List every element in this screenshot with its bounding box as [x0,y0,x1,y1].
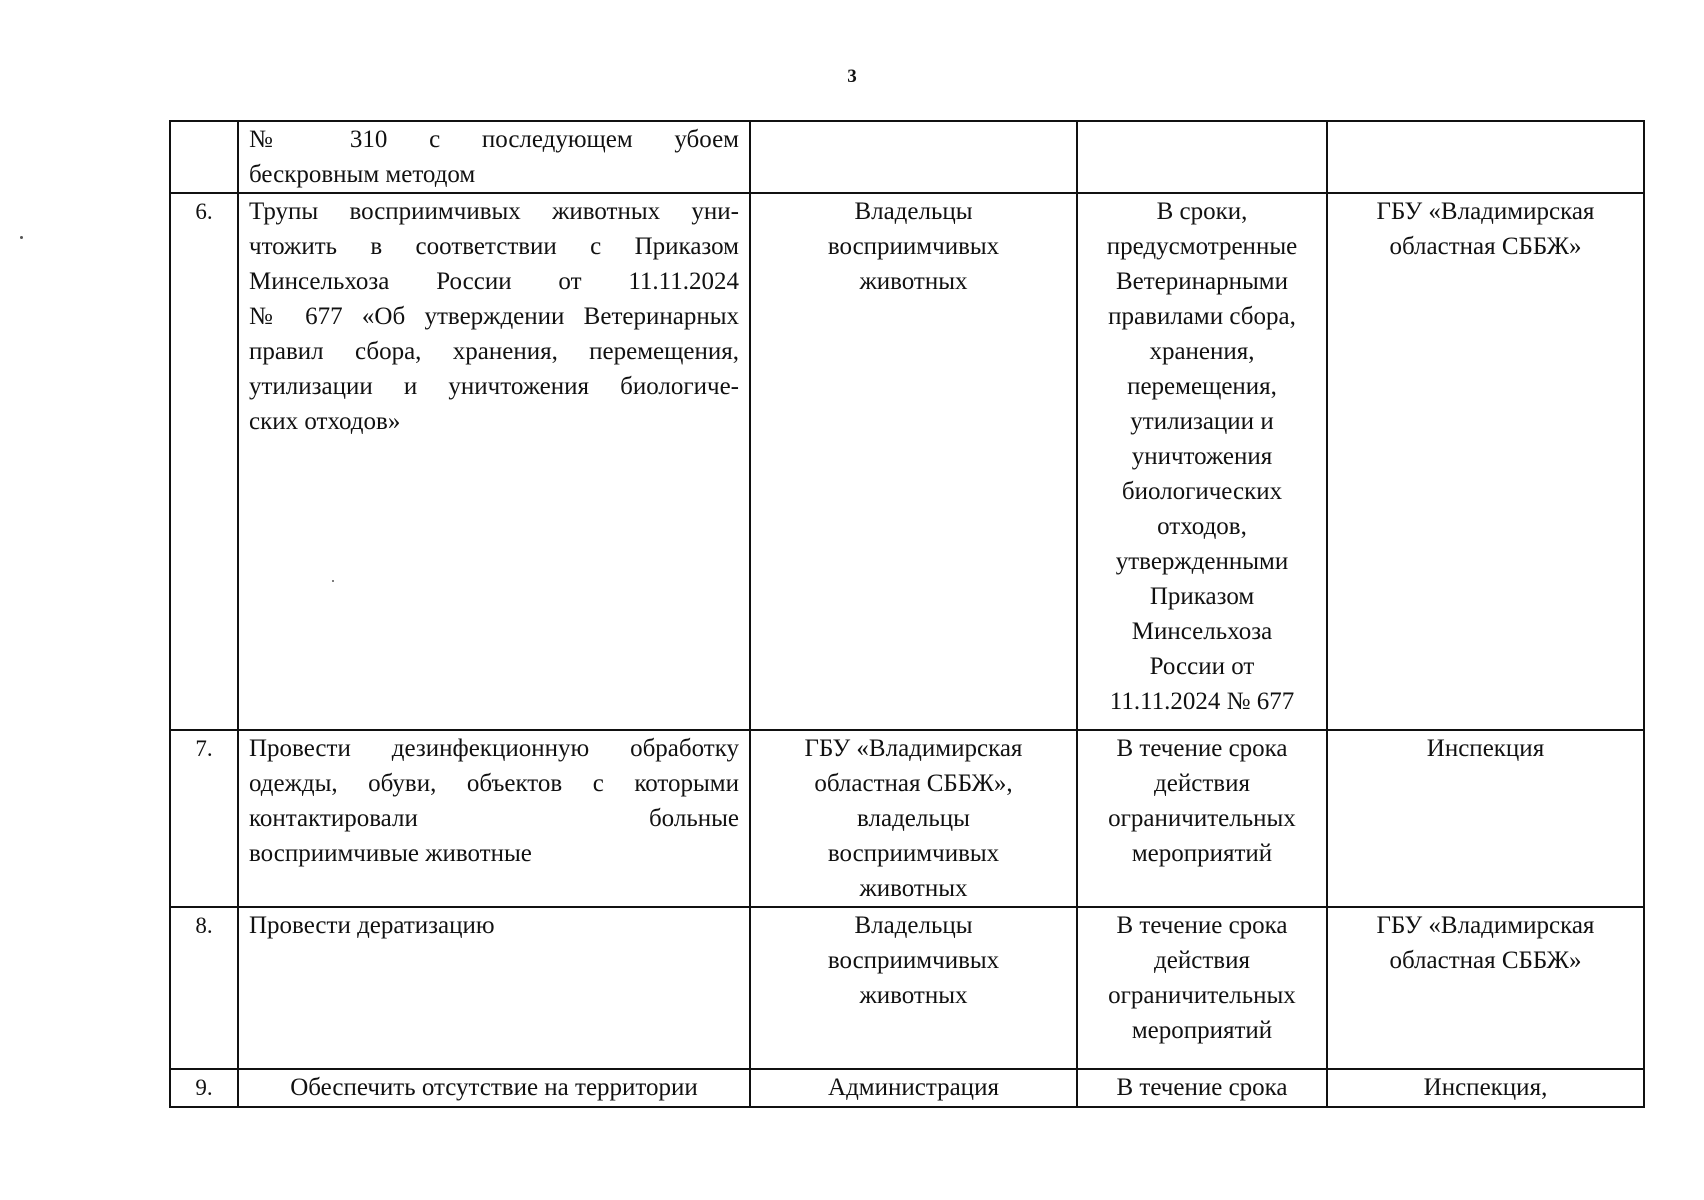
text-line: правилами сбора, [1108,303,1296,330]
text-line: мероприятий [1131,1017,1273,1044]
table-row [170,1069,1644,1107]
controller-cell [1327,121,1644,193]
text-line: Обеспечить отсутствие на территории [290,1074,698,1101]
scan-speck [332,580,334,582]
text-line: восприимчивые животные [249,840,532,867]
executor-cell [750,730,1077,907]
text-line: ГБУ «Владимирская [1376,198,1595,225]
text-line: Инспекция, [1423,1074,1548,1101]
measure-cell [238,1069,750,1107]
text-line: утилизации и уничтожения биологиче- [249,373,739,400]
text-line: хранения, [1149,338,1255,365]
text-line: ГБУ «Владимирская [804,735,1023,762]
deadline-cell [1077,1069,1327,1107]
text-line: № 310 с последующем убоем [249,126,739,153]
measure-cell [238,907,750,1069]
text-line: Ветеринарными [1115,268,1289,295]
text-line: уничтожения [1131,443,1273,470]
table-row [170,907,1644,1069]
row-number-cell: 9. [170,1069,238,1107]
table-row [170,193,1644,730]
text-line: отходов, [1157,513,1247,540]
row-number-cell: 7. [170,730,238,907]
text-line: предусмотренные [1106,233,1298,260]
text-line: В сроки, [1156,198,1248,225]
text-line: мероприятий [1131,840,1273,867]
text-line: владельцы [857,805,970,832]
text-line: Провести дезинфекционную обработку [249,735,739,762]
text-line: животных [859,982,968,1009]
measures-table [169,120,1645,1108]
text-line: действия [1154,947,1250,974]
text-line: восприимчивых [827,947,1000,974]
deadline-cell [1077,193,1327,730]
deadline-cell [1077,907,1327,1069]
text-line: восприимчивых [827,233,1000,260]
text-line: Минсельхоза [1131,618,1273,645]
row-number-cell: 8. [170,907,238,1069]
executor-cell [750,121,1077,193]
controller-cell [1327,193,1644,730]
text-line: Приказом [1149,583,1255,610]
text-line: В течение срока [1116,1074,1288,1101]
text-line: Владельцы [854,912,973,939]
text-line: правил сбора, хранения, перемещения, [249,338,739,365]
text-line: утилизации и [1130,408,1274,435]
row-number-cell: 6. [170,193,238,730]
text-line: Инспекция [1426,735,1545,762]
text-line: чтожить в соответствии с Приказом [249,233,739,260]
text-line: восприимчивых [827,840,1000,867]
text-line: животных [859,268,968,295]
text-line: действия [1154,770,1250,797]
text-line: одежды, обуви, объектов с которыми [249,770,739,797]
text-line: России от [1149,653,1255,680]
text-line: утвержденными [1115,548,1289,575]
text-line: ограничительных [1108,982,1296,1009]
text-line: ограничительных [1108,805,1296,832]
executor-cell [750,907,1077,1069]
text-line: контактировали больные [249,805,739,832]
text-line: областная СББЖ» [1389,233,1582,260]
table-row [170,730,1644,907]
text-line: бескровным методом [249,161,476,188]
text-line: ГБУ «Владимирская [1376,912,1595,939]
text-line: Администрация [828,1074,999,1101]
text-line: ских отходов» [249,408,401,435]
text-line: областная СББЖ», [814,770,1013,797]
measure-cell [238,193,750,730]
controller-cell [1327,730,1644,907]
row-number-cell [170,121,238,193]
text-line: перемещения, [1127,373,1277,400]
executor-cell [750,1069,1077,1107]
table-row [170,121,1644,193]
controller-cell [1327,907,1644,1069]
executor-cell [750,193,1077,730]
text-line: животных [859,875,968,902]
text-line: В течение срока [1116,912,1288,939]
deadline-cell [1077,730,1327,907]
text-line: Провести дератизацию [249,912,495,939]
deadline-cell [1077,121,1327,193]
text-line: областная СББЖ» [1389,947,1582,974]
text-line: В течение срока [1116,735,1288,762]
measure-cell [238,730,750,907]
text-line: Владельцы [854,198,973,225]
text-line: биологических [1121,478,1283,505]
text-line: Минсельхоза России от 11.11.2024 [249,268,739,295]
text-line: 11.11.2024 № 677 [1109,688,1295,715]
measure-cell [238,121,750,193]
text-line: Трупы восприимчивых животных уни- [249,198,739,225]
scan-speck [20,236,23,239]
controller-cell [1327,1069,1644,1107]
text-line: № 677 «Об утверждении Ветеринарных [249,303,739,330]
page-number: 3 [847,66,857,87]
